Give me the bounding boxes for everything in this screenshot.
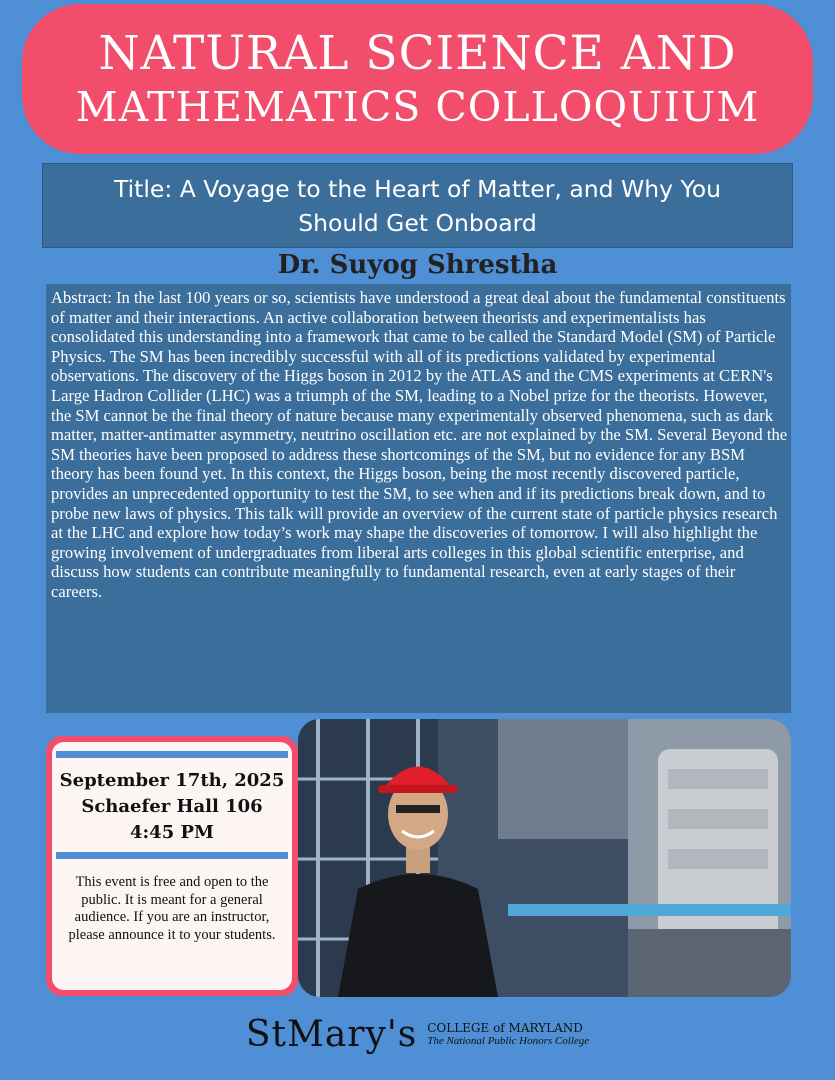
college-name-block [427, 1021, 589, 1047]
talk-title-box [42, 163, 793, 248]
event-time: 4:45 PM [130, 822, 214, 843]
divider-bottom [56, 852, 288, 859]
divider-top [56, 751, 288, 758]
banner-line-1: NATURAL SCIENCE AND [98, 26, 737, 81]
event-location: Schaefer Hall 106 [81, 796, 263, 817]
college-name: COLLEGE of MARYLAND [427, 1021, 583, 1035]
event-note: This event is free and open to the public. It is meant for a general audience. If you are an instructor, please announce it to your students. [68, 874, 276, 943]
talk-title-line-2: Should Get Onboard [298, 208, 537, 237]
event-details [52, 768, 292, 846]
colloquium-banner [22, 4, 813, 154]
event-date: September 17th, 2025 [59, 770, 285, 791]
abstract-text: Abstract: In the last 100 years or so, scientists have understood a great deal about the fundamental constituents of matter and their interactions. An active collaboration between theorists and experimentalists has consolidated this understanding into a framework that came to be called the Standard Model (SM) of Particle Physics. The SM has been incredibly successful with all of its predictions validated by experimental observations. The discovery of the Higgs boson in 2012 by the ATLAS and the CMS experiments at CERN's Large Hadron Collider (LHC) was a triumph of the SM, leading to a Nobel prize for the theorists. However, the SM cannot be the final theory of nature because many experimentally observed phenomena, such as dark matter, matter-antimatter asymmetry, neutrino oscillation etc. are not explained by the SM. Several Beyond the SM theories have been proposed to address these shortcomings of the SM, but no evidence for any BSM theory has been found yet. In this context, the Higgs boson, being the most recently discovered particle, provides an unprecedented opportunity to test the SM, to see when and if its predictions break down, and to probe new laws of physics. This talk will provide an overview of the current state of particle physics research at the LHC and explore how today’s work may shape the discoveries of tomorrow. I will also highlight the growing involvement of undergraduates from liberal arts colleges in this global scientific enterprise, and discuss how students can contribute meaningfully to fundamental research, even at early stages of their careers. [46, 284, 791, 713]
event-details-card [46, 736, 298, 996]
college-logo [0, 1012, 835, 1056]
banner-line-2: MATHEMATICS COLLOQUIUM [75, 83, 760, 131]
college-wordmark: StMary's [245, 1013, 418, 1055]
speaker-photo [298, 719, 791, 997]
talk-title [114, 172, 721, 240]
talk-title-line-1: Title: A Voyage to the Heart of Matter, and Why You [113, 174, 722, 203]
speaker-name: Dr. Suyog Shrestha [277, 250, 558, 280]
event-card-inner [52, 742, 292, 990]
detector-scene-illustration [298, 719, 791, 997]
college-tagline: The National Public Honors College [427, 1035, 590, 1047]
